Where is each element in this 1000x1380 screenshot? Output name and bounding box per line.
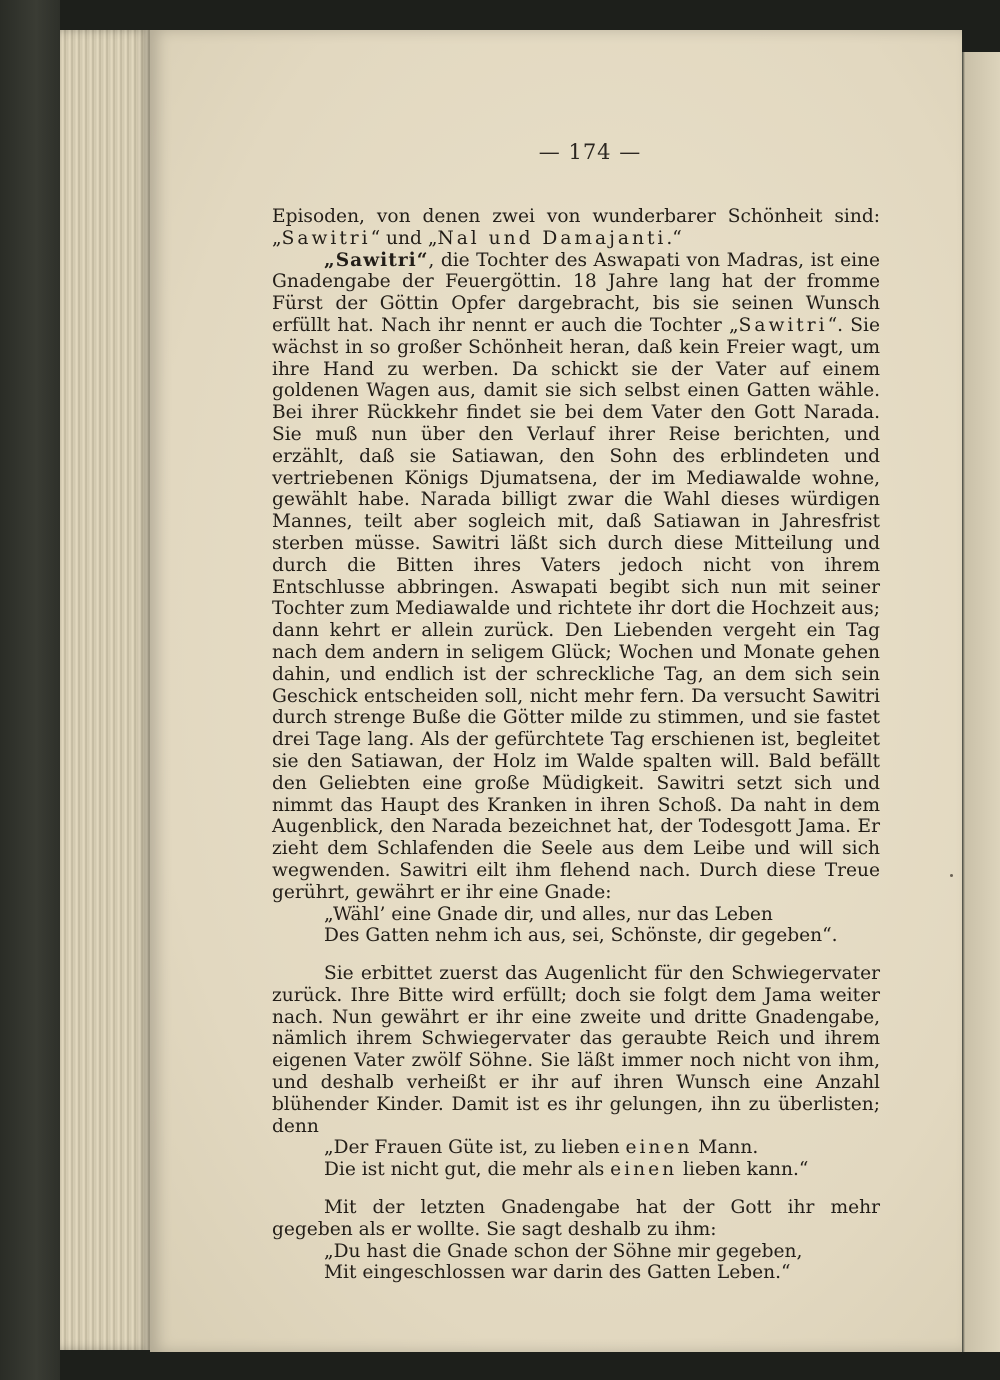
facing-page-edge [962, 52, 1000, 1352]
paragraph-last-gift: Mit der letzten Gnadengabe hat der Gott ihr mehr gegeben als er wollte. Sie sagt deshalb zu ihm: [272, 1197, 880, 1240]
spaced-title-sawitri: Sawitri [281, 227, 371, 249]
page-number: — 174 — [538, 140, 642, 164]
book-page [150, 30, 962, 1352]
book-cover-edge [0, 0, 60, 1380]
verse-1-line-1: „Wähl’ eine Gnade dir, und alles, nur das Leben [324, 903, 773, 925]
bold-heading-sawitri: „Sawitri“ [324, 249, 429, 271]
paragraph-intro: Episoden, von denen zwei von wunderbarer Schönheit sind: „Sawitri“ und „Nal und Damajanti.“ [272, 206, 880, 249]
verse-3-line-2: Mit eingeschlossen war darin des Gatten Leben.“ [324, 1262, 791, 1284]
verse-2-line-1: „Der Frauen Güte ist, zu lieben einen Mann. [324, 1137, 759, 1159]
paragraph-gifts: Sie erbittet zuerst das Augenlicht für den Schwiegervater zurück. Ihre Bitte wird erfüllt; doch sie folgt dem Jama weiter nach. Nun gewährt er ihr eine zweite und dritte Gnadengabe, nämlich ihrem Schwiegervater das geraubte Reich und ihrem eigenen Vater zwölf Söhne. Sie läßt immer noch nicht von ihm, und deshalb verheißt er ihr auf ihren Wunsch eine Anzahl blühender Kinder. Damit ist es ihr gelungen, ihn zu überlisten; denn [272, 963, 880, 1137]
spaced-name-sawitri: Sawitri [738, 314, 828, 336]
spaced-title-nal: Nal und Damajanti [437, 227, 667, 249]
page-text [272, 206, 880, 1284]
verse-3-line-1: „Du hast die Gnade schon der Söhne mir gegeben, [324, 1240, 803, 1262]
paragraph-sawitri: „Sawitri“, die Tochter des Aswapati von Madras, ist eine Gnadengabe der Feuergöttin. 18 Jahre lang hat der fromme Fürst der Göttin Opfer dargebracht, bis sie seinen Wunsch erfüllt hat. Nach ihr nennt er auch die Tochter „Sawitri“. Sie wächst in so großer Schönheit heran, daß kein Freier wagt, um ihre Hand zu werben. Da schickt sie der Vater auf einem goldenen Wagen aus, damit sie sich selbst einen Gatten wähle. Bei ihrer Rückkehr findet sie bei dem Vater den Gott Narada. Sie muß nun über den Verlauf ihrer Reise berichten, und erzählt, daß sie Satiawan, den Sohn des erblindeten und vertriebenen Königs Djumatsena, der im Mediawalde wohne, gewählt habe. Narada billigt zwar die Wahl dieses würdigen Mannes, teilt aber sogleich mit, daß Satiawan in Jahresfrist sterben müsse. Sawitri läßt sich durch diese Mitteilung und durch die Bitten ihres Vaters jedoch nicht von ihrem Entschlusse abbringen. Aswapati begibt sich nun mit seiner Tochter zum Mediawalde und richtete ihr dort die Hochzeit aus; dann kehrt er allein zurück. Den Liebenden vergeht ein Tag nach dem andern in seligem Glück; Wochen und Monate gehen dahin, und endlich ist der schreckliche Tag, an dem sich sein Geschick entscheiden soll, nicht mehr fern. Da versucht Sawitri durch strenge Buße die Götter milde zu stimmen, und sie fastet drei Tage lang. Als der gefürchtete Tag erschienen ist, begleitet sie den Satiawan, der Holz im Walde spalten will. Bald befällt den Geliebten eine große Müdigkeit. Sawitri setzt sich und nimmt das Haupt des Kranken in ihren Schoß. Da naht in dem Augenblick, den Narada bezeichnet hat, der Todesgott Jama. Er zieht dem Schlafenden die Seele aus dem Leibe und will sich wegwenden. Sawitri eilt ihm flehend nach. Durch diese Treue gerührt, gewährt er ihr eine Gnade: [272, 249, 880, 903]
verse-2-line-2: Die ist nicht gut, die mehr als einen lieben kann.“ [324, 1159, 809, 1181]
page-stack-edge [60, 30, 150, 1350]
ink-speck [950, 874, 953, 877]
verse-1-line-2: Des Gatten nehm ich aus, sei, Schönste, dir gegeben“. [324, 925, 838, 947]
